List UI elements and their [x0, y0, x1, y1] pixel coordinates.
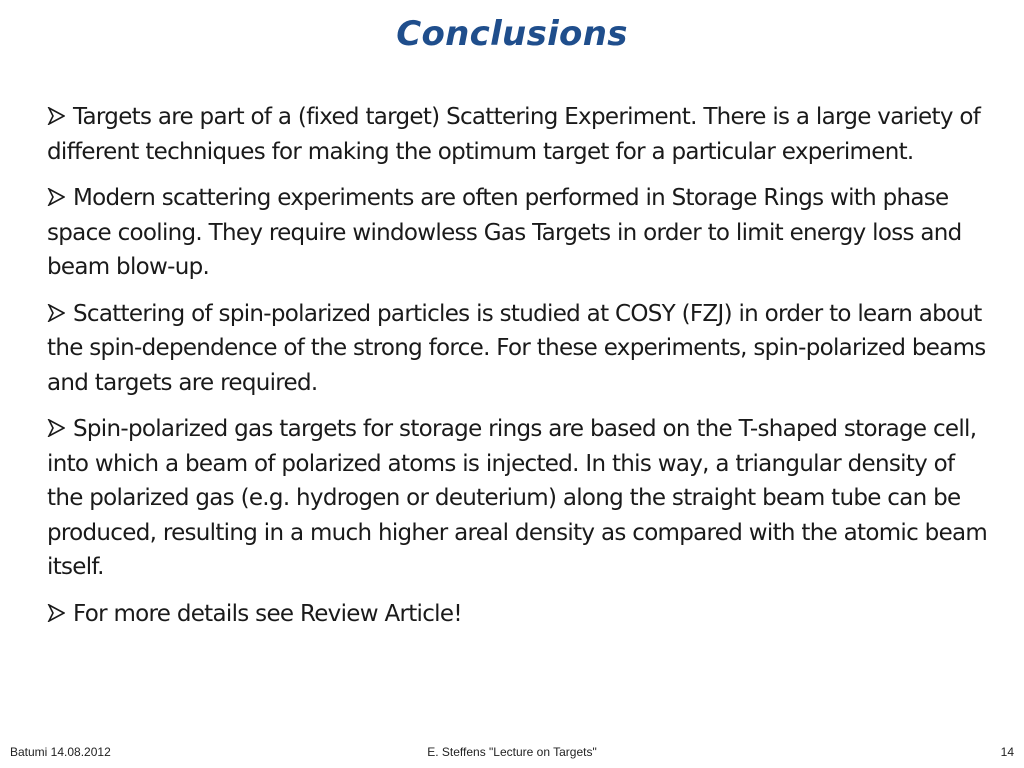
- arrowhead-bullet-icon: [47, 604, 65, 622]
- bullet-text: Modern scattering experiments are often performed in Storage Rings with phase space cooling. They require windowless Gas Targets in order to limit energy loss and beam blow-up.: [47, 185, 962, 280]
- bullet-text: Targets are part of a (fixed target) Scattering Experiment. There is a large variety of different techniques for making the optimum target for a particular experiment.: [47, 104, 981, 165]
- bullet-item: [47, 597, 992, 632]
- bullet-text: Scattering of spin-polarized particles is studied at COSY (FZJ) in order to learn about the spin-dependence of the strong force. For these experiments, spin-polarized beams and targets are required.: [47, 300, 986, 396]
- arrowhead-bullet-icon: [47, 107, 65, 125]
- bullet-item: [47, 412, 992, 585]
- footer-page-number: 14: [1000, 745, 1014, 759]
- bullet-text: For more details see Review Article!: [73, 600, 462, 627]
- bullet-item: [47, 297, 992, 401]
- bullet-item: [47, 181, 992, 285]
- bullet-list: [47, 100, 992, 643]
- arrowhead-bullet-icon: [47, 419, 65, 437]
- bullet-item: [47, 100, 992, 169]
- arrowhead-bullet-icon: [47, 304, 65, 322]
- footer-location-date: Batumi 14.08.2012: [10, 745, 111, 759]
- slide-title: Conclusions: [396, 14, 628, 54]
- arrowhead-bullet-icon: [47, 188, 65, 206]
- footer-lecture-title: E. Steffens "Lecture on Targets": [427, 745, 597, 759]
- bullet-text: Spin-polarized gas targets for storage rings are based on the T-shaped storage cell, into which a beam of polarized atoms is injected. In this way, a triangular density of the polarized gas (e.g. hydrogen or deuterium) along the straight beam tube can be produced, resulting in a much higher areal density as compared with the atomic beam itself.: [47, 416, 988, 580]
